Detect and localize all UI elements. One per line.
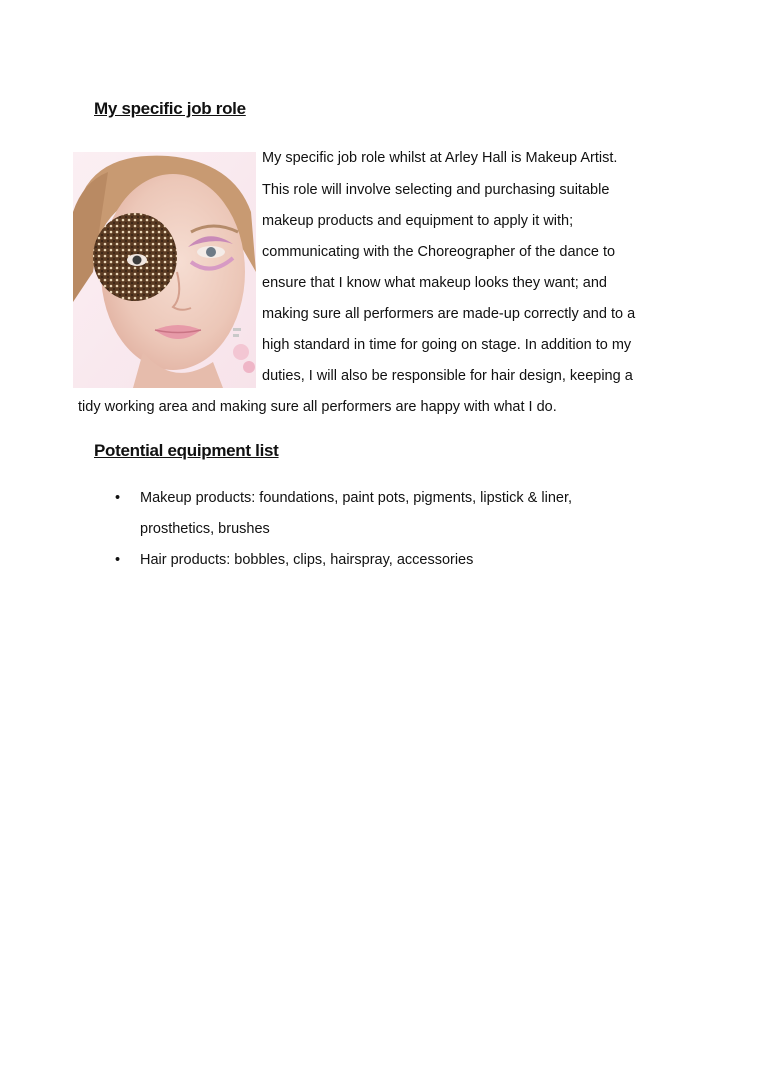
list-item-text: Hair products: bobbles, clips, hairspray, accessories	[140, 552, 474, 568]
heading-equipment-list: Potential equipment list	[94, 441, 279, 460]
paragraph-line: high standard in time for going on stage. In addition to my	[262, 337, 632, 353]
bullet-icon: •	[115, 552, 121, 568]
paragraph-line: duties, I will also be responsible for hair design, keeping a	[262, 368, 633, 384]
list-item-text: Makeup products: foundations, paint pots, pigments, lipstick & liner,	[140, 490, 573, 506]
paragraph-line: My specific job role whilst at Arley Hall is Makeup Artist.	[262, 150, 618, 166]
bullet-icon: •	[115, 490, 121, 506]
paragraph-line: making sure all performers are made-up correctly and to a	[262, 306, 636, 322]
paragraph-line: ensure that I know what makeup looks they want; and	[262, 275, 607, 291]
heading-job-role: My specific job role	[94, 99, 246, 118]
paragraph-line: makeup products and equipment to apply it with;	[262, 213, 574, 229]
paragraph-line: This role will involve selecting and purchasing suitable	[262, 182, 610, 198]
list-item-text: prosthetics, brushes	[140, 521, 270, 537]
paragraph-line: communicating with the Choreographer of the dance to	[262, 244, 616, 260]
paragraph-line: tidy working area and making sure all performers are happy with what I do.	[78, 399, 557, 415]
makeup-face-photo	[73, 152, 256, 388]
